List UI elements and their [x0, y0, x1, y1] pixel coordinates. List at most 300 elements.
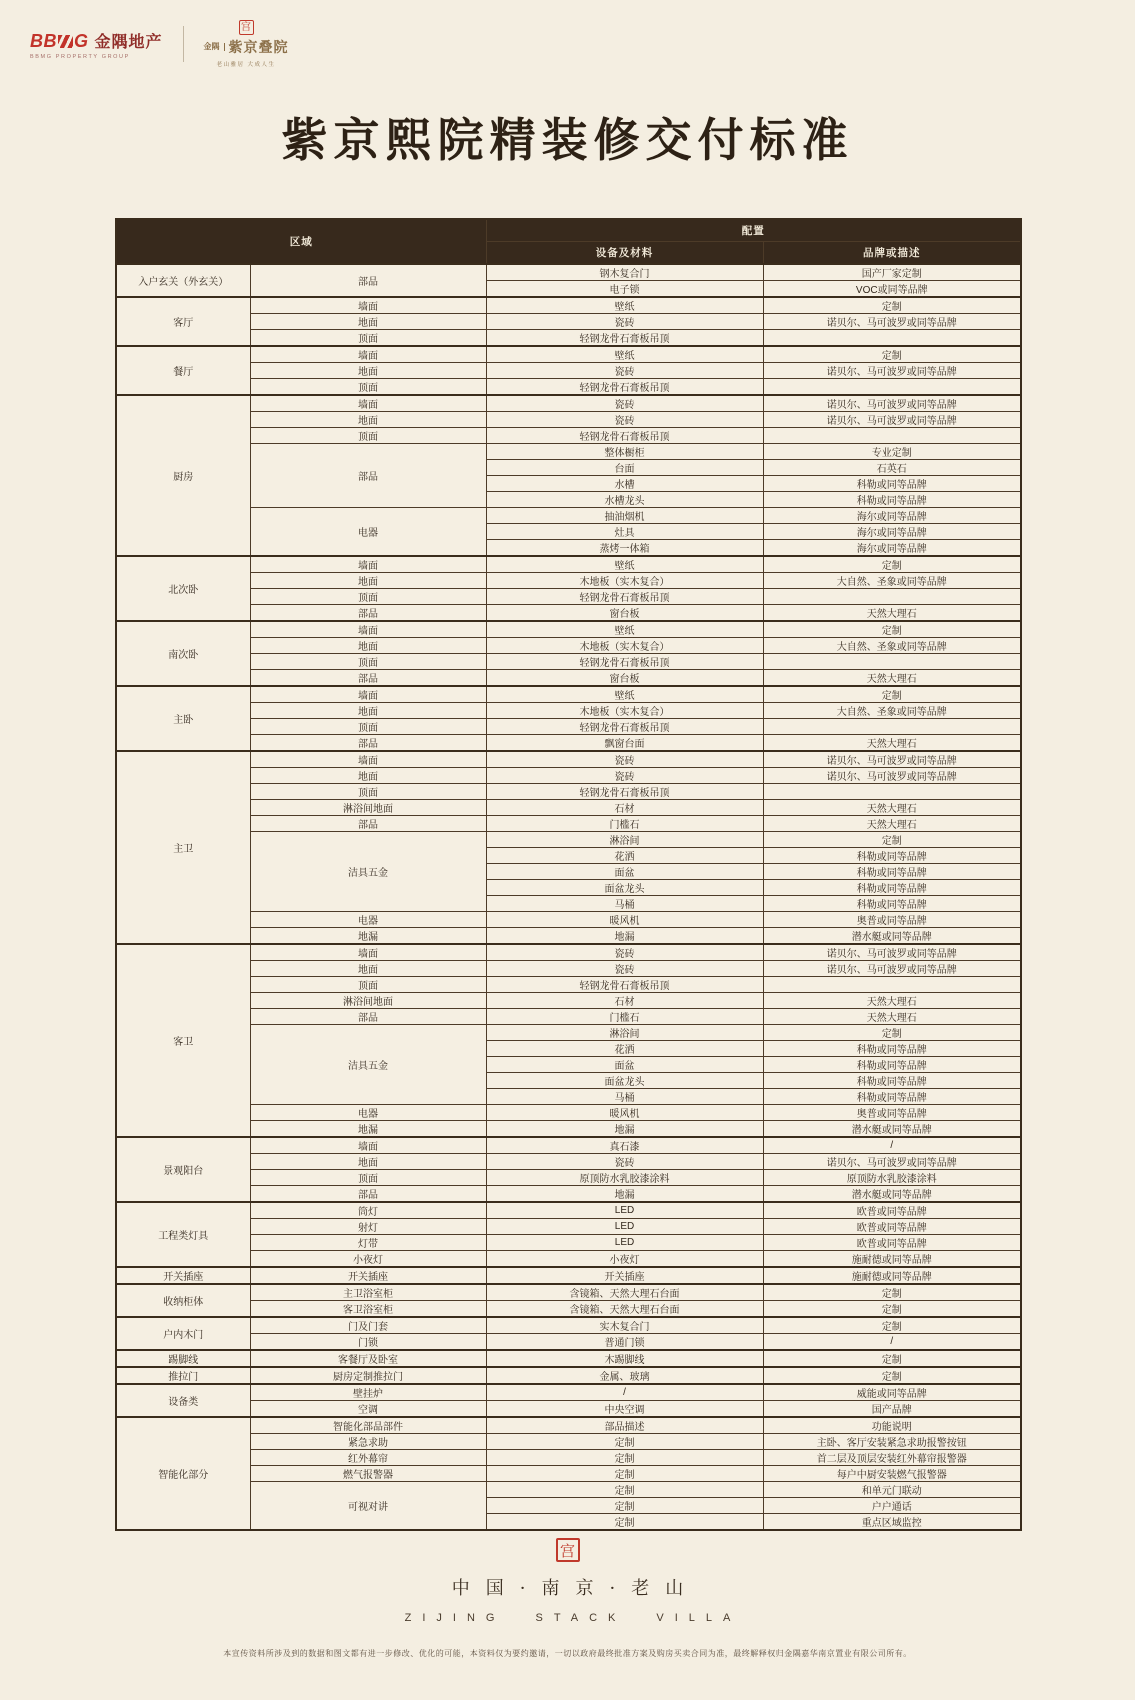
- brand-cell: 定制: [763, 346, 1021, 363]
- project-logo: [204, 20, 289, 68]
- table-row: [116, 1170, 1021, 1186]
- brand-cell: 原顶防水乳胶漆涂料: [763, 1170, 1021, 1186]
- table-row: [116, 1219, 1021, 1235]
- category-cell: 厨房定制推拉门: [250, 1367, 486, 1384]
- equipment-cell: 地漏: [486, 928, 763, 945]
- category-cell: 客餐厅及卧室: [250, 1350, 486, 1367]
- area-cell: 户内木门: [116, 1317, 250, 1350]
- brand-cell: 欧普或同等品牌: [763, 1235, 1021, 1251]
- category-cell: 客卫浴室柜: [250, 1301, 486, 1318]
- equipment-cell: 瓷砖: [486, 768, 763, 784]
- equipment-cell: 壁纸: [486, 556, 763, 573]
- equipment-cell: 石材: [486, 993, 763, 1009]
- brand-cell: 诺贝尔、马可波罗或同等品牌: [763, 363, 1021, 379]
- category-cell: 部品: [250, 1186, 486, 1203]
- category-cell: 部品: [250, 444, 486, 508]
- category-cell: 筒灯: [250, 1202, 486, 1219]
- equipment-cell: 面盆龙头: [486, 1073, 763, 1089]
- equipment-cell: 瓷砖: [486, 1154, 763, 1170]
- brand-cell: 天然大理石: [763, 800, 1021, 816]
- brand-cell: 潜水艇或同等品牌: [763, 928, 1021, 945]
- equipment-cell: 马桶: [486, 1089, 763, 1105]
- brand-cell: 天然大理石: [763, 1009, 1021, 1025]
- category-cell: 洁具五金: [250, 832, 486, 912]
- equipment-cell: 瓷砖: [486, 412, 763, 428]
- equipment-cell: 地漏: [486, 1121, 763, 1138]
- table-row: [116, 346, 1021, 363]
- equipment-cell: /: [486, 1384, 763, 1401]
- area-cell: 推拉门: [116, 1367, 250, 1384]
- equipment-cell: 壁纸: [486, 297, 763, 314]
- table-row: [116, 703, 1021, 719]
- table-row: [116, 314, 1021, 330]
- footer-location-cn: 中国·南京·老山: [451, 1578, 700, 1599]
- equipment-cell: 整体橱柜: [486, 444, 763, 460]
- brand-cell: 国产品牌: [763, 1401, 1021, 1418]
- table-row: [116, 1434, 1021, 1450]
- table-row: [116, 912, 1021, 928]
- delivery-table-body: [116, 264, 1021, 1530]
- brand-cell: 国产厂家定制: [763, 264, 1021, 281]
- table-row: [116, 816, 1021, 832]
- table-row: [116, 993, 1021, 1009]
- table-row: [116, 768, 1021, 784]
- equipment-cell: 开关插座: [486, 1267, 763, 1284]
- equipment-cell: 石材: [486, 800, 763, 816]
- area-cell: 工程类灯具: [116, 1202, 250, 1267]
- equipment-cell: 原顶防水乳胶漆涂料: [486, 1170, 763, 1186]
- category-cell: 墙面: [250, 944, 486, 961]
- equipment-cell: 部品描述: [486, 1417, 763, 1434]
- brand-cell: [763, 784, 1021, 800]
- brand-cell: 专业定制: [763, 444, 1021, 460]
- table-row: [116, 928, 1021, 945]
- table-row: [116, 264, 1021, 281]
- column-header-brand: 品牌或描述: [763, 242, 1021, 265]
- equipment-cell: 瓷砖: [486, 944, 763, 961]
- category-cell: 门锁: [250, 1334, 486, 1351]
- seal-icon: 宫: [239, 20, 254, 35]
- brand-cell: 科勒或同等品牌: [763, 1089, 1021, 1105]
- category-cell: 顶面: [250, 784, 486, 800]
- table-row: [116, 605, 1021, 622]
- equipment-cell: 含镜箱、天然大理石台面: [486, 1301, 763, 1318]
- brand-cell: 奥普或同等品牌: [763, 1105, 1021, 1121]
- category-cell: 墙面: [250, 1137, 486, 1154]
- brand-cell: 大自然、圣象或同等品牌: [763, 703, 1021, 719]
- equipment-cell: 木地板（实木复合）: [486, 573, 763, 589]
- table-row: [116, 719, 1021, 735]
- area-cell: 北次卧: [116, 556, 250, 621]
- category-cell: 洁具五金: [250, 1025, 486, 1105]
- brand-cell: 主卧、客厅安装紧急求助报警按钮: [763, 1434, 1021, 1450]
- brand-cell: 定制: [763, 556, 1021, 573]
- category-cell: 燃气报警器: [250, 1466, 486, 1482]
- table-row: [116, 573, 1021, 589]
- brand-cell: 科勒或同等品牌: [763, 864, 1021, 880]
- category-cell: 顶面: [250, 330, 486, 347]
- equipment-cell: 灶具: [486, 524, 763, 540]
- category-cell: 部品: [250, 816, 486, 832]
- equipment-cell: 门槛石: [486, 816, 763, 832]
- category-cell: 淋浴间地面: [250, 993, 486, 1009]
- table-row: [116, 1367, 1021, 1384]
- category-cell: 地面: [250, 1154, 486, 1170]
- brand-cell: [763, 977, 1021, 993]
- equipment-cell: 定制: [486, 1466, 763, 1482]
- equipment-cell: 轻钢龙骨石膏板吊顶: [486, 330, 763, 347]
- brand-cell: 科勒或同等品牌: [763, 848, 1021, 864]
- brand-cell: 户户通话: [763, 1498, 1021, 1514]
- equipment-cell: 轻钢龙骨石膏板吊顶: [486, 379, 763, 396]
- category-cell: 地面: [250, 412, 486, 428]
- column-header-area: 区域: [116, 219, 486, 264]
- footer: [0, 1538, 1135, 1624]
- category-cell: 墙面: [250, 686, 486, 703]
- brand-cell: 诺贝尔、马可波罗或同等品牌: [763, 412, 1021, 428]
- bbmg-logo: [30, 29, 163, 60]
- category-cell: 可视对讲: [250, 1482, 486, 1531]
- equipment-cell: 台面: [486, 460, 763, 476]
- equipment-cell: 门槛石: [486, 1009, 763, 1025]
- equipment-cell: 壁纸: [486, 346, 763, 363]
- category-cell: 顶面: [250, 719, 486, 735]
- category-cell: 顶面: [250, 977, 486, 993]
- area-cell: 客卫: [116, 944, 250, 1137]
- equipment-cell: 蒸烤一体箱: [486, 540, 763, 557]
- area-cell: 餐厅: [116, 346, 250, 395]
- table-row: [116, 1350, 1021, 1367]
- equipment-cell: 轻钢龙骨石膏板吊顶: [486, 654, 763, 670]
- category-cell: 地漏: [250, 928, 486, 945]
- equipment-cell: 壁纸: [486, 686, 763, 703]
- table-row: [116, 589, 1021, 605]
- table-row: [116, 1334, 1021, 1351]
- brand-cell: 海尔或同等品牌: [763, 540, 1021, 557]
- table-row: [116, 379, 1021, 396]
- equipment-cell: 定制: [486, 1434, 763, 1450]
- category-cell: 部品: [250, 1009, 486, 1025]
- equipment-cell: 飘窗台面: [486, 735, 763, 752]
- brand-cell: /: [763, 1137, 1021, 1154]
- brand-cell: 大自然、圣象或同等品牌: [763, 573, 1021, 589]
- table-row: [116, 1009, 1021, 1025]
- equipment-cell: 真石漆: [486, 1137, 763, 1154]
- equipment-cell: 轻钢龙骨石膏板吊顶: [486, 977, 763, 993]
- table-row: [116, 1401, 1021, 1418]
- category-cell: 部品: [250, 264, 486, 297]
- category-cell: 地面: [250, 314, 486, 330]
- table-row: [116, 428, 1021, 444]
- equipment-cell: 花洒: [486, 848, 763, 864]
- brand-cell: 诺贝尔、马可波罗或同等品牌: [763, 1154, 1021, 1170]
- area-cell: 景观阳台: [116, 1137, 250, 1202]
- brand-cell: 定制: [763, 297, 1021, 314]
- equipment-cell: 木踢脚线: [486, 1350, 763, 1367]
- brand-cell: VOC或同等品牌: [763, 281, 1021, 298]
- brand-cell: /: [763, 1334, 1021, 1351]
- table-row: [116, 1301, 1021, 1318]
- table-row: [116, 944, 1021, 961]
- area-cell: 入户玄关（外玄关）: [116, 264, 250, 297]
- table-row: [116, 961, 1021, 977]
- table-row: [116, 1235, 1021, 1251]
- equipment-cell: 定制: [486, 1498, 763, 1514]
- category-cell: 墙面: [250, 556, 486, 573]
- equipment-cell: 暖风机: [486, 912, 763, 928]
- brand-cell: 天然大理石: [763, 816, 1021, 832]
- brand-cell: 诺贝尔、马可波罗或同等品牌: [763, 751, 1021, 768]
- brand-cell: [763, 379, 1021, 396]
- seal-icon: 宫: [556, 1538, 580, 1562]
- table-row: [116, 1317, 1021, 1334]
- category-cell: 电器: [250, 508, 486, 557]
- brand-cell: 潜水艇或同等品牌: [763, 1186, 1021, 1203]
- category-cell: 小夜灯: [250, 1251, 486, 1268]
- table-wrap: [115, 218, 1022, 1531]
- brand-cell: 诺贝尔、马可波罗或同等品牌: [763, 944, 1021, 961]
- brand-cell: 天然大理石: [763, 670, 1021, 687]
- bbmg-logo-icon: BB G: [30, 30, 89, 51]
- category-cell: 射灯: [250, 1219, 486, 1235]
- bbmg-m-icon: [58, 35, 73, 48]
- category-cell: 部品: [250, 605, 486, 622]
- table-row: [116, 395, 1021, 412]
- equipment-cell: 抽油烟机: [486, 508, 763, 524]
- category-cell: 墙面: [250, 621, 486, 638]
- brand-cell: 定制: [763, 1025, 1021, 1041]
- brand-cell: 天然大理石: [763, 735, 1021, 752]
- brand-cell: 威能或同等品牌: [763, 1384, 1021, 1401]
- table-row: [116, 1137, 1021, 1154]
- equipment-cell: 钢木复合门: [486, 264, 763, 281]
- brand-header: [30, 20, 289, 68]
- equipment-cell: 水槽: [486, 476, 763, 492]
- category-cell: 顶面: [250, 1170, 486, 1186]
- table-row: [116, 1121, 1021, 1138]
- brand-cell: 潜水艇或同等品牌: [763, 1121, 1021, 1138]
- column-header-equipment: 设备及材料: [486, 242, 763, 265]
- table-row: [116, 1251, 1021, 1268]
- equipment-cell: LED: [486, 1202, 763, 1219]
- category-cell: 淋浴间地面: [250, 800, 486, 816]
- category-cell: 墙面: [250, 751, 486, 768]
- table-row: [116, 363, 1021, 379]
- column-header-config: 配置: [486, 219, 1021, 242]
- delivery-table: [115, 218, 1022, 1531]
- category-cell: 顶面: [250, 589, 486, 605]
- brand-cell: 大自然、圣象或同等品牌: [763, 638, 1021, 654]
- category-cell: 地面: [250, 363, 486, 379]
- table-row: [116, 638, 1021, 654]
- logo-divider: [183, 26, 184, 62]
- table-row: [116, 1154, 1021, 1170]
- equipment-cell: 普通门锁: [486, 1334, 763, 1351]
- table-row: [116, 1482, 1021, 1498]
- area-cell: 主卧: [116, 686, 250, 751]
- brand-cell: 海尔或同等品牌: [763, 524, 1021, 540]
- brand-cell: 诺贝尔、马可波罗或同等品牌: [763, 961, 1021, 977]
- table-row: [116, 832, 1021, 848]
- brand-cell: 定制: [763, 1350, 1021, 1367]
- area-cell: 智能化部分: [116, 1417, 250, 1530]
- table-row: [116, 508, 1021, 524]
- area-cell: 主卫: [116, 751, 250, 944]
- category-cell: 灯带: [250, 1235, 486, 1251]
- table-row: [116, 1284, 1021, 1301]
- category-cell: 墙面: [250, 395, 486, 412]
- table-row: [116, 784, 1021, 800]
- category-cell: 门及门套: [250, 1317, 486, 1334]
- category-cell: 地面: [250, 961, 486, 977]
- equipment-cell: 地漏: [486, 1186, 763, 1203]
- equipment-cell: 窗台板: [486, 605, 763, 622]
- category-cell: 紧急求助: [250, 1434, 486, 1450]
- brand-cell: 科勒或同等品牌: [763, 1057, 1021, 1073]
- brand-cell: 欧普或同等品牌: [763, 1219, 1021, 1235]
- table-row: [116, 977, 1021, 993]
- brand-cell: 重点区域监控: [763, 1514, 1021, 1531]
- equipment-cell: 面盆: [486, 864, 763, 880]
- table-row: [116, 556, 1021, 573]
- table-row: [116, 412, 1021, 428]
- equipment-cell: 面盆: [486, 1057, 763, 1073]
- equipment-cell: 含镜箱、天然大理石台面: [486, 1284, 763, 1301]
- table-row: [116, 1384, 1021, 1401]
- brand-cell: [763, 719, 1021, 735]
- brand-cell: 欧普或同等品牌: [763, 1202, 1021, 1219]
- area-cell: 收纳柜体: [116, 1284, 250, 1317]
- bbmg-subtitle: BBMG PROPERTY GROUP: [30, 53, 130, 60]
- table-row: [116, 686, 1021, 703]
- category-cell: 红外幕帘: [250, 1450, 486, 1466]
- category-cell: 地面: [250, 703, 486, 719]
- project-name: 紫京叠院: [228, 40, 289, 56]
- brand-cell: 定制: [763, 621, 1021, 638]
- brand-cell: 定制: [763, 832, 1021, 848]
- area-cell: 踢脚线: [116, 1350, 250, 1367]
- brand-cell: 定制: [763, 1301, 1021, 1318]
- equipment-cell: 定制: [486, 1450, 763, 1466]
- equipment-cell: 轻钢龙骨石膏板吊顶: [486, 428, 763, 444]
- table-row: [116, 1105, 1021, 1121]
- disclaimer: 本宣传资料所涉及到的数据和图文都有进一步修改、优化的可能，本资料仅为要约邀请，一切以政府最终批准方案及购房买卖合同为准，最终解释权归金隅嘉华南京置业有限公司所有。: [223, 1649, 912, 1658]
- brand-cell: 和单元门联动: [763, 1482, 1021, 1498]
- brand-cell: 定制: [763, 686, 1021, 703]
- brand-cell: 定制: [763, 1317, 1021, 1334]
- category-cell: 电器: [250, 1105, 486, 1121]
- equipment-cell: LED: [486, 1219, 763, 1235]
- equipment-cell: 瓷砖: [486, 961, 763, 977]
- project-tagline: 老山雅居 大成人生: [216, 62, 276, 68]
- brand-cell: 科勒或同等品牌: [763, 880, 1021, 896]
- brand-cell: 科勒或同等品牌: [763, 476, 1021, 492]
- category-cell: 顶面: [250, 428, 486, 444]
- brand-cell: 施耐德或同等品牌: [763, 1267, 1021, 1284]
- area-cell: 客厅: [116, 297, 250, 346]
- equipment-cell: 轻钢龙骨石膏板吊顶: [486, 784, 763, 800]
- category-cell: 地面: [250, 768, 486, 784]
- category-cell: 顶面: [250, 654, 486, 670]
- brand-cell: 功能说明: [763, 1417, 1021, 1434]
- category-cell: 墙面: [250, 346, 486, 363]
- brand-cell: 每户中厨安装燃气报警器: [763, 1466, 1021, 1482]
- equipment-cell: LED: [486, 1235, 763, 1251]
- table-row: [116, 800, 1021, 816]
- brand-cell: 定制: [763, 1284, 1021, 1301]
- table-row: [116, 670, 1021, 687]
- brand-cell: 诺贝尔、马可波罗或同等品牌: [763, 768, 1021, 784]
- equipment-cell: 木地板（实木复合）: [486, 703, 763, 719]
- equipment-cell: 金属、玻璃: [486, 1367, 763, 1384]
- footer-location-en: ZIJING STACK VILLA: [404, 1612, 742, 1624]
- table-row: [116, 751, 1021, 768]
- equipment-cell: 水槽龙头: [486, 492, 763, 508]
- category-cell: 智能化部品部件: [250, 1417, 486, 1434]
- brand-cell: [763, 589, 1021, 605]
- equipment-cell: 花洒: [486, 1041, 763, 1057]
- brand-cell: 天然大理石: [763, 605, 1021, 622]
- equipment-cell: 淋浴间: [486, 832, 763, 848]
- area-cell: 南次卧: [116, 621, 250, 686]
- table-row: [116, 1466, 1021, 1482]
- equipment-cell: 暖风机: [486, 1105, 763, 1121]
- category-cell: 墙面: [250, 297, 486, 314]
- table-row: [116, 1025, 1021, 1041]
- category-cell: 主卫浴室柜: [250, 1284, 486, 1301]
- brand-cell: 首二层及顶层安装红外幕帘报警器: [763, 1450, 1021, 1466]
- area-cell: 开关插座: [116, 1267, 250, 1284]
- equipment-cell: 淋浴间: [486, 1025, 763, 1041]
- equipment-cell: 中央空调: [486, 1401, 763, 1418]
- equipment-cell: 瓷砖: [486, 751, 763, 768]
- table-row: [116, 1202, 1021, 1219]
- table-row: [116, 1450, 1021, 1466]
- equipment-cell: 轻钢龙骨石膏板吊顶: [486, 589, 763, 605]
- brand-cell: 海尔或同等品牌: [763, 508, 1021, 524]
- brand-cell: [763, 654, 1021, 670]
- table-row: [116, 621, 1021, 638]
- project-prefix: 金隅: [204, 43, 225, 52]
- table-row: [116, 330, 1021, 347]
- category-cell: 空调: [250, 1401, 486, 1418]
- brand-cell: 科勒或同等品牌: [763, 1041, 1021, 1057]
- bbmg-company-name: 金隅地产: [94, 33, 163, 51]
- category-cell: 部品: [250, 735, 486, 752]
- equipment-cell: 定制: [486, 1514, 763, 1531]
- equipment-cell: 壁纸: [486, 621, 763, 638]
- category-cell: 部品: [250, 670, 486, 687]
- category-cell: 电器: [250, 912, 486, 928]
- table-row: [116, 654, 1021, 670]
- brand-cell: 科勒或同等品牌: [763, 896, 1021, 912]
- brand-cell: 天然大理石: [763, 993, 1021, 1009]
- equipment-cell: 瓷砖: [486, 314, 763, 330]
- equipment-cell: 瓷砖: [486, 395, 763, 412]
- table-row: [116, 735, 1021, 752]
- equipment-cell: 窗台板: [486, 670, 763, 687]
- category-cell: 地面: [250, 573, 486, 589]
- brand-cell: 石英石: [763, 460, 1021, 476]
- brand-cell: 科勒或同等品牌: [763, 492, 1021, 508]
- equipment-cell: 小夜灯: [486, 1251, 763, 1268]
- brand-cell: 诺贝尔、马可波罗或同等品牌: [763, 395, 1021, 412]
- brand-cell: [763, 428, 1021, 444]
- category-cell: 顶面: [250, 379, 486, 396]
- equipment-cell: 面盆龙头: [486, 880, 763, 896]
- brand-cell: 奥普或同等品牌: [763, 912, 1021, 928]
- category-cell: 壁挂炉: [250, 1384, 486, 1401]
